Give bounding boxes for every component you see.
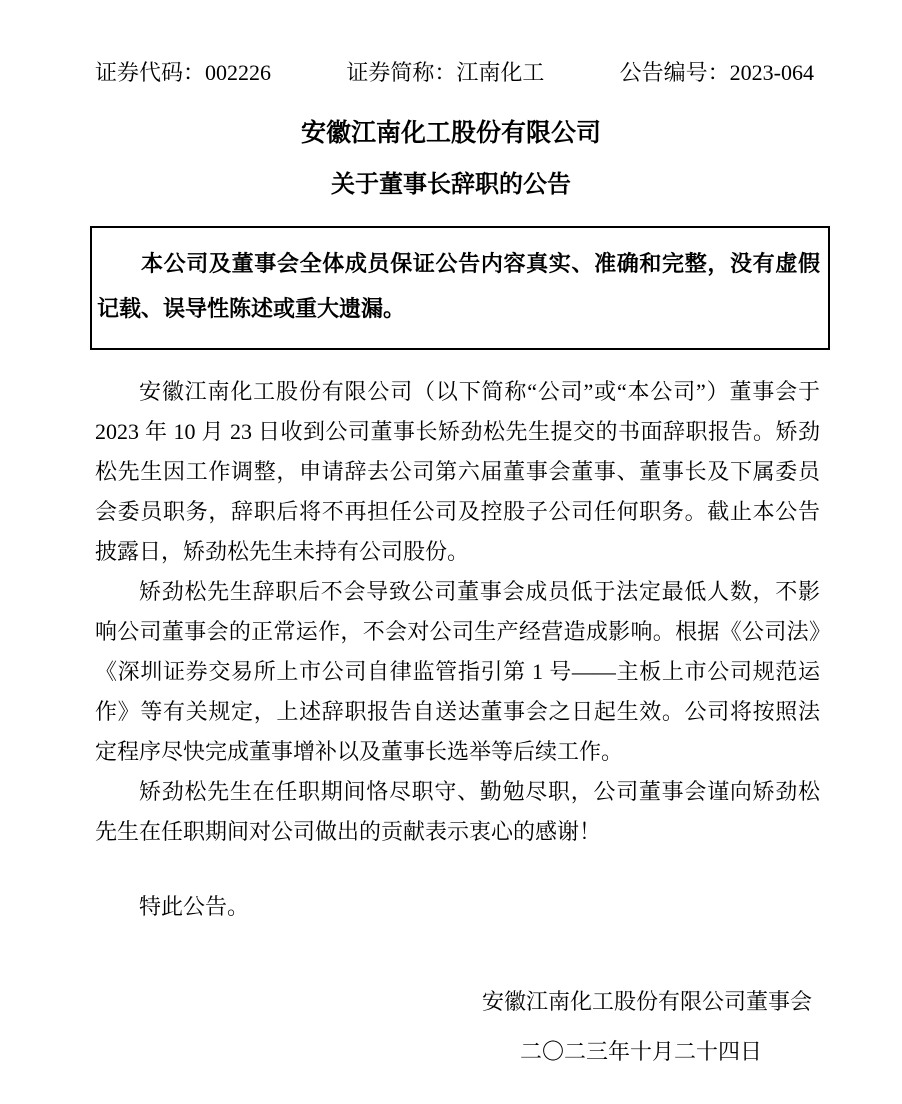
announcement-number: 公告编号：2023-064	[619, 60, 814, 85]
signature-company: 安徽江南化工股份有限公司董事会	[481, 989, 812, 1014]
body-paragraph: 安徽江南化工股份有限公司（以下简称“公司”或“本公司”）董事会于 2023 年 10 月 23 日收到公司董事长矫劲松先生提交的书面辞职报告。矫劲松先生因工作调整，申请辞去公司第六届董事会董事、董事长及下属委员会委员职务，辞职后将不再担任公司及控股子公司任何职务。截止本公告披露日，矫劲松先生未持有公司股份。	[95, 379, 820, 564]
company-title: 安徽江南化工股份有限公司	[300, 120, 601, 147]
disclaimer-box: 本公司及董事会全体成员保证公告内容真实、准确和完整，没有虚假记载、误导性陈述或重大遗漏。	[90, 226, 830, 350]
signature-date: 二〇二三年十月二十四日	[519, 1039, 762, 1064]
signature-block	[95, 987, 812, 1067]
stock-code: 证券代码：002226	[95, 60, 272, 85]
announcement-body	[95, 372, 820, 927]
document-header	[95, 58, 814, 88]
announcement-title: 关于董事长辞职的公告	[331, 172, 571, 198]
stock-name: 证券简称：江南化工	[346, 60, 545, 85]
body-paragraph: 矫劲松先生辞职后不会导致公司董事会成员低于法定最低人数，不影响公司董事会的正常运作，不会对公司生产经营造成影响。根据《公司法》《深圳证券交易所上市公司自律监管指引第 1 号——主板上市公司规范运作》等有关规定，上述辞职报告自送达董事会之日起生效。公司将按照法定程序尽快完成董事增补以及董事长选举等后续工作。	[95, 579, 820, 764]
body-paragraph: 矫劲松先生在任职期间恪尽职守、勤勉尽职，公司董事会谨向矫劲松先生在任职期间对公司做出的贡献表示衷心的感谢！	[95, 779, 820, 844]
closing-statement: 特此公告。	[139, 894, 250, 919]
